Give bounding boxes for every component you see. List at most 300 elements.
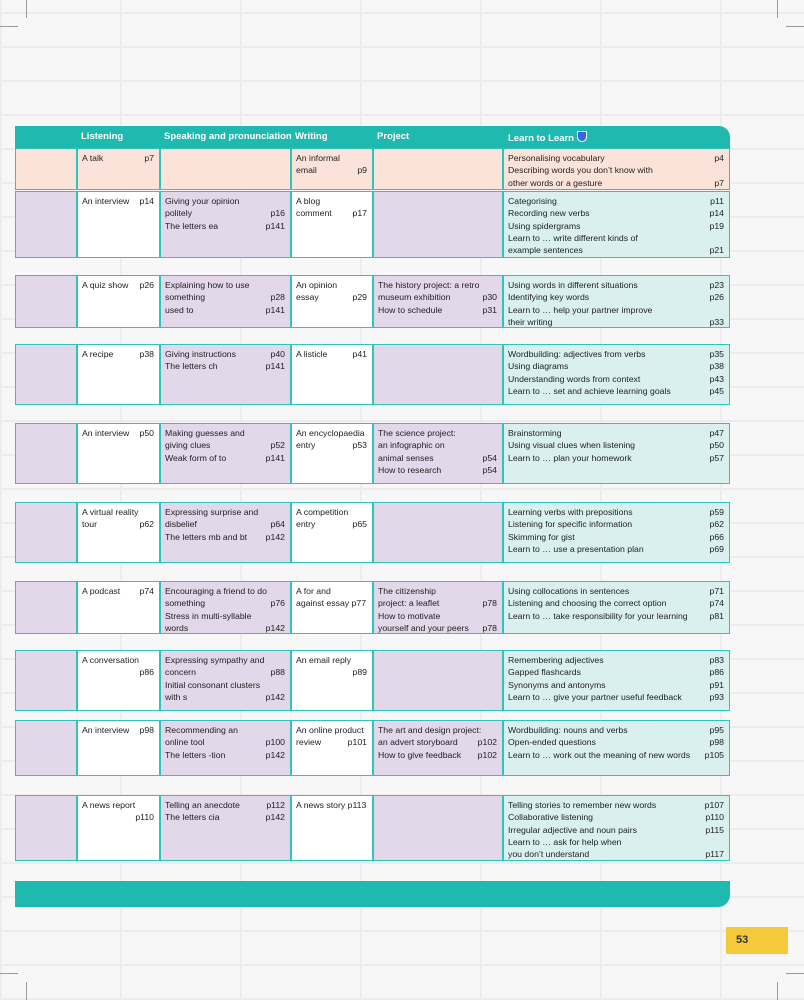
speaking-cell [160,148,291,190]
entry-line [508,799,726,811]
entry-text: with s [165,691,188,702]
unit-cell [15,148,77,190]
writing-cell [291,581,373,634]
entry-text: An interview [82,725,130,735]
listening-cell [77,650,160,711]
entry-line [508,291,726,303]
page-ref: p35 [709,349,724,359]
page-number: 53 [726,927,788,954]
entry-text: The history project: a retro [378,280,480,290]
entry-line [165,531,287,543]
table-row [15,275,730,328]
entry-text: essay [296,292,319,303]
entry-text: Wordbuilding: nouns and verbs [508,725,628,735]
entry-text: animal senses [378,452,434,463]
learn-to-learn-cell [503,148,730,190]
entry-text: yourself and your peers [378,622,469,633]
entry-line [378,724,499,736]
project-cell [373,795,503,861]
speaking-cell [160,581,291,634]
entry-line [508,385,726,397]
entry-text: A listicle [296,349,328,359]
entry-line [508,518,726,530]
entry-text: disbelief [165,519,197,530]
entry-text: A news report [82,800,136,810]
speaking-cell [160,423,291,484]
entry-text: An email reply [296,655,352,665]
page-ref: p100 [265,737,285,748]
page-ref: p142 [265,622,285,633]
entry-line [508,177,726,189]
entry-text: How to give feedback [378,749,462,760]
entry-line [82,799,156,811]
entry-line [378,597,499,609]
entry-line [165,799,287,811]
listening-cell [77,344,160,405]
page-ref: p30 [482,292,497,303]
entry-text: Listening and choosing the correct option [508,598,667,609]
page-ref: p105 [704,749,724,760]
page-ref: p102 [477,737,497,748]
entry-line [82,506,156,518]
header-writing: Writing [295,131,328,142]
page-ref: p28 [270,292,285,303]
entry-text: A quiz show [82,280,129,290]
entry-line [508,164,726,176]
entry-text: Learn to … use a presentation plan [508,543,644,554]
table-row [15,720,730,776]
entry-line [296,279,369,291]
listening-cell [77,191,160,258]
entry-line [296,518,369,530]
entry-line [296,506,369,518]
entry-text: An informal [296,153,340,163]
entry-text: Open-ended questions [508,737,596,748]
crop-mark [777,982,778,1000]
entry-line [508,691,726,703]
entry-text: Using spidergrams [508,220,581,231]
entry-text: comment [296,208,332,219]
entry-line [508,506,726,518]
entry-text: Remembering adjectives [508,655,604,665]
learn-to-learn-cell [503,795,730,861]
page-ref: p141 [265,220,285,231]
page-ref: p16 [270,208,285,219]
learn-to-learn-cell [503,720,730,776]
learn-to-learn-cell [503,650,730,711]
entry-text: online tool [165,737,205,748]
entry-text: An interview [82,428,130,438]
entry-line [378,304,499,316]
table-row [15,423,730,484]
writing-cell [291,795,373,861]
entry-text: Synonyms and antonyms [508,679,606,690]
entry-line [165,304,287,316]
table-row [15,650,730,711]
entry-line [378,464,499,476]
entry-text: an infographic on [378,440,445,451]
entry-text: Learning verbs with prepositions [508,507,633,517]
page-ref: p38 [709,361,724,372]
entry-line [508,736,726,748]
speaking-cell [160,720,291,776]
project-cell [373,344,503,405]
entry-line [82,724,156,736]
entry-line [508,724,726,736]
entry-text: The letters cia [165,812,220,823]
entry-line [378,427,499,439]
entry-line [296,799,369,811]
entry-line [296,439,369,451]
entry-line [378,291,499,303]
speaking-cell [160,650,291,711]
page-ref: p66 [709,531,724,542]
entry-text: An online product [296,725,364,735]
unit-cell [15,720,77,776]
page-ref: p53 [352,440,367,451]
entry-text: Expressing sympathy and [165,655,265,665]
entry-text: Personalising vocabulary [508,153,605,163]
page-ref: p54 [482,452,497,463]
page-ref: p142 [265,531,285,542]
unit-cell [15,650,77,711]
entry-text: A talk [82,153,104,163]
entry-line [165,291,287,303]
page-ref: p78 [482,598,497,609]
entry-text: you don’t understand [508,849,590,860]
page-ref: p43 [709,373,724,384]
unit-cell [15,502,77,563]
entry-text: Giving your opinion [165,196,240,206]
entry-line [165,427,287,439]
entry-text: giving clues [165,440,211,451]
page-ref: p101 [347,737,367,748]
listening-cell [77,502,160,563]
learn-to-learn-cell [503,344,730,405]
entry-text: The letters ch [165,361,218,372]
page-ref: p71 [709,586,724,596]
entry-text: Using diagrams [508,361,569,372]
entry-line [508,531,726,543]
entry-line [378,749,499,761]
learn-to-learn-cell [503,191,730,258]
writing-cell [291,502,373,563]
entry-line [165,597,287,609]
entry-line [508,836,726,848]
entry-text: A competition [296,507,349,517]
entry-line [508,304,726,316]
entry-line [296,164,369,176]
speaking-cell [160,344,291,405]
page-ref: p89 [352,667,367,678]
entry-line [378,279,499,291]
unit-cell [15,423,77,484]
page-ref: p31 [482,304,497,315]
entry-text: Collaborative listening [508,812,593,823]
entry-text: Expressing surprise and [165,507,259,517]
entry-line [508,824,726,836]
entry-text: something [165,598,206,609]
entry-text: their writing [508,316,553,327]
page-ref: p86 [139,667,154,678]
listening-cell [77,581,160,634]
entry-line [378,610,499,622]
entry-line [165,195,287,207]
page-ref: p50 [709,440,724,451]
page-ref: p142 [265,812,285,823]
page-ref: p29 [352,292,367,303]
entry-text: example sentences [508,245,583,256]
table-row [15,344,730,405]
entry-text: Using collocations in sentences [508,586,630,596]
entry-text: Describing words you don’t know with [508,165,653,176]
entry-line [296,291,369,303]
entry-text: Learn to … write different kinds of [508,232,638,243]
entry-line [165,360,287,372]
listening-cell [77,720,160,776]
page-ref: p38 [139,349,154,359]
header-project: Project [377,131,410,142]
entry-text: An opinion [296,280,338,290]
entry-line [82,195,156,207]
page-ref: p19 [709,220,724,231]
entry-line [165,679,287,691]
entry-text: A news story p113 [296,800,367,810]
page-ref: p98 [139,725,154,735]
project-cell [373,720,503,776]
entry-line [165,207,287,219]
entry-text: review [296,737,322,748]
speaking-cell [160,502,291,563]
entry-line [508,654,726,666]
entry-text: email [296,165,317,176]
entry-text: Understanding words from context [508,373,641,384]
entry-text: Encouraging a friend to do [165,586,267,596]
writing-cell [291,423,373,484]
table-footer-bar [15,881,730,907]
page-ref: p81 [709,610,724,621]
page-ref: p95 [709,725,724,735]
entry-text: Stress in multi-syllable [165,610,252,621]
entry-line [165,585,287,597]
crop-mark [0,26,18,27]
entry-line [508,207,726,219]
entry-text: Learn to … set and achieve learning goals [508,385,671,396]
listening-cell [77,148,160,190]
entry-line [296,666,369,678]
entry-text: Listening for specific information [508,519,633,530]
entry-line [82,654,156,666]
entry-text: A for and [296,586,331,596]
entry-text: An encyclopaedia [296,428,365,438]
learn-to-learn-cell [503,502,730,563]
entry-text: project: a leaflet [378,598,440,609]
entry-line [296,585,369,597]
project-cell [373,275,503,328]
entry-line [296,654,369,666]
page-ref: p74 [709,598,724,609]
entry-line [508,152,726,164]
page-ref: p142 [265,749,285,760]
page-ref: p88 [270,667,285,678]
entry-text: How to schedule [378,304,443,315]
page-ref: p4 [714,153,724,163]
page-ref: p98 [709,737,724,748]
entry-text: The letters mb and bt [165,531,248,542]
entry-line [508,360,726,372]
listening-cell [77,275,160,328]
unit-cell [15,344,77,405]
entry-text: against essay p77 [296,598,367,609]
entry-line [508,749,726,761]
entry-line [508,543,726,555]
entry-text: Using words in different situations [508,280,638,290]
page-ref: p115 [705,824,724,835]
entry-text: Using visual clues when listening [508,440,635,451]
entry-text: Wordbuilding: adjectives from verbs [508,349,646,359]
page-ref: p41 [352,349,367,359]
entry-text: The science project: [378,428,456,438]
entry-line [165,518,287,530]
entry-text: Learn to … ask for help when [508,836,622,847]
entry-line [508,316,726,328]
entry-line [508,195,726,207]
page-ref: p62 [709,519,724,530]
speaking-cell [160,275,291,328]
page-ref: p50 [139,428,154,438]
entry-line [82,518,156,530]
page-ref: p142 [265,691,285,702]
learn-to-learn-cell [503,275,730,328]
entry-line [165,724,287,736]
entry-text: museum exhibition [378,292,451,303]
entry-text: politely [165,208,193,219]
page-ref: p141 [265,452,285,463]
entry-line [508,452,726,464]
page-ref: p117 [705,849,724,860]
entry-text: Telling an anecdote [165,800,240,810]
unit-cell [15,581,77,634]
entry-line [508,597,726,609]
header-listening: Listening [81,131,124,142]
entry-line [378,585,499,597]
header-learn-to-learn: Learn to Learn [508,131,587,144]
page-ref: p52 [270,440,285,451]
table-row [15,502,730,563]
entry-line [378,622,499,634]
page-ref: p91 [709,679,724,690]
entry-text: A podcast [82,586,121,596]
page-ref: p26 [709,292,724,303]
entry-text: The citizenship [378,586,436,596]
page-ref: p33 [709,316,724,327]
entry-line [165,811,287,823]
entry-line [508,439,726,451]
entry-line [378,452,499,464]
entry-line [165,506,287,518]
listening-cell [77,423,160,484]
entry-line [165,279,287,291]
entry-text: Explaining how to use [165,280,250,290]
page-ref: p23 [709,280,724,290]
writing-cell [291,650,373,711]
project-cell [373,581,503,634]
entry-text: Initial consonant clusters [165,679,261,690]
entry-line [508,585,726,597]
page-ref: p110 [705,812,724,823]
learn-to-learn-cell [503,581,730,634]
entry-line [508,811,726,823]
entry-line [165,439,287,451]
table-row [15,581,730,634]
listening-cell [77,795,160,861]
entry-line [508,679,726,691]
entry-text: Recording new verbs [508,208,590,219]
entry-text: Irregular adjective and noun pairs [508,824,637,835]
table-row [15,795,730,861]
entry-line [508,666,726,678]
entry-text: an advert storyboard [378,737,458,748]
learn-to-learn-cell [503,423,730,484]
project-cell [373,191,503,258]
crop-mark [26,0,27,18]
entry-line [378,439,499,451]
page-ref: p7 [714,177,724,188]
project-cell [373,423,503,484]
unit-cell [15,275,77,328]
page-ref: p76 [270,598,285,609]
entry-text: entry [296,440,316,451]
entry-line [296,195,369,207]
page-ref: p69 [709,543,724,554]
entry-text: used to [165,304,194,315]
entry-text: Weak form of to [165,452,227,463]
project-cell [373,502,503,563]
entry-line [508,279,726,291]
entry-line [82,811,156,823]
entry-line [165,452,287,464]
page-ref: p102 [477,749,497,760]
entry-text: Learn to … give your partner useful feedback [508,691,682,702]
page-ref: p65 [352,519,367,530]
entry-text: Learn to … work out the meaning of new words [508,749,691,760]
writing-cell [291,275,373,328]
page-ref: p9 [357,165,367,176]
page-ref: p57 [709,452,724,463]
page-ref: p14 [139,196,154,206]
entry-text: Giving instructions [165,349,236,359]
entry-text: A blog [296,196,321,206]
page-ref: p78 [482,622,497,633]
entry-line [378,736,499,748]
entry-line [165,749,287,761]
entry-line [165,654,287,666]
crop-mark [777,0,778,18]
page-ref: p7 [144,153,154,163]
page-ref: p64 [270,519,285,530]
entry-line [508,373,726,385]
entry-line [82,348,156,360]
entry-text: How to research [378,464,442,475]
page-ref: p40 [270,349,285,359]
writing-cell [291,344,373,405]
entry-text: Making guesses and [165,428,245,438]
table-row [15,148,730,190]
entry-line [165,736,287,748]
entry-text: A recipe [82,349,114,359]
entry-line [508,220,726,232]
entry-line [82,279,156,291]
